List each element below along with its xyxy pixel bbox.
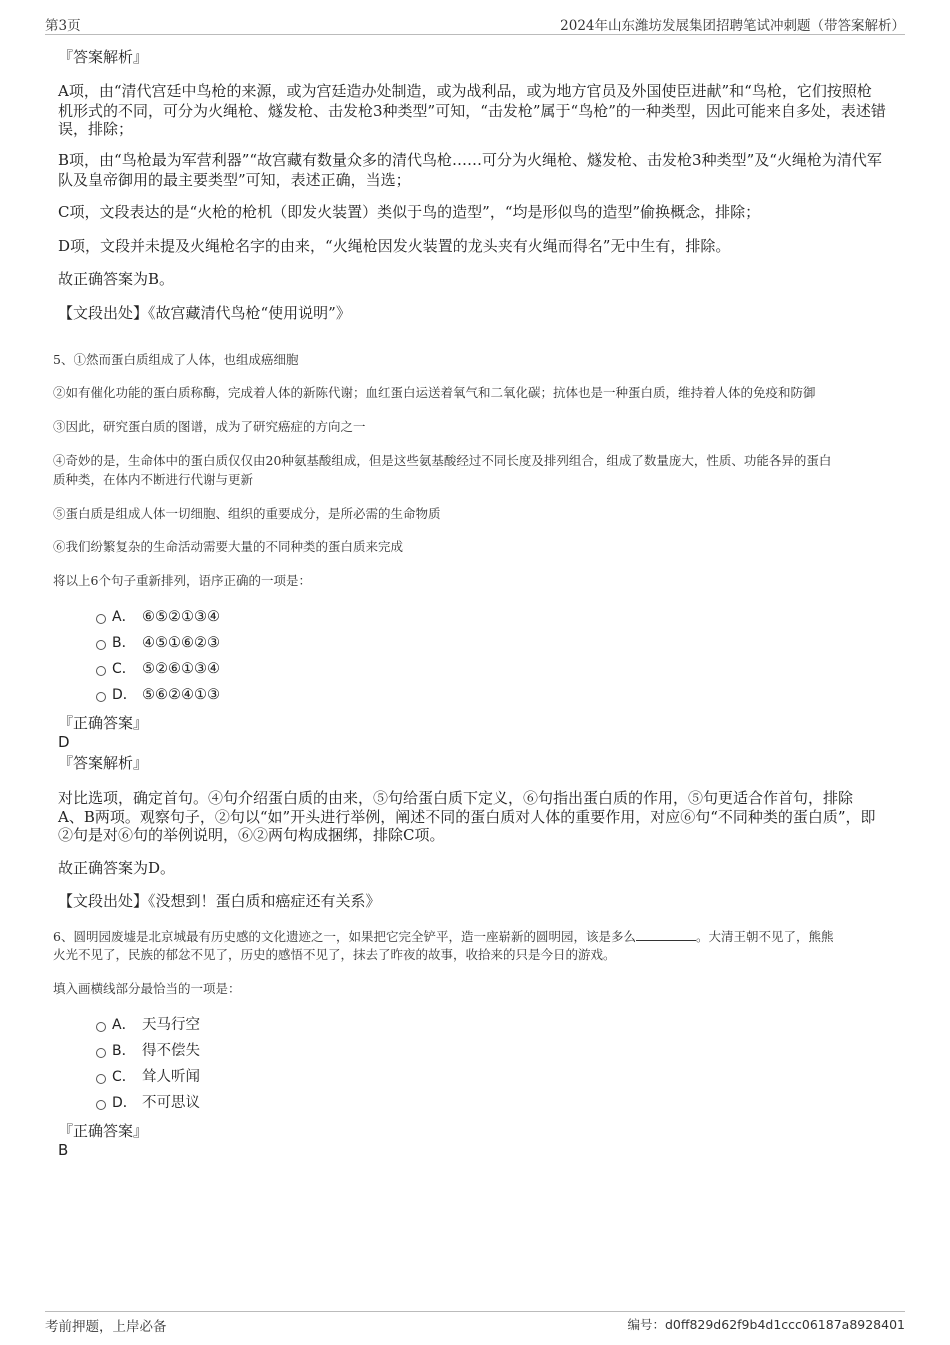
q6-option-d[interactable]: D． 不可思议 (96, 1093, 200, 1113)
q5-conclusion: 故正确答案为D。 (58, 859, 176, 877)
q5-analysis-line1: 对比选项，确定首句。④句介绍蛋白质的由来，⑤句给蛋白质下定义，⑥句指出蛋白质的作用，⑤句更适合作首句，排除 (58, 789, 854, 807)
q5-sentence-1: 5、①然而蛋白质组成了人体，也组成癌细胞 (53, 352, 299, 367)
q5-sentence-4-line1: ④奇妙的是，生命体中的蛋白质仅仅由20种氨基酸组成，但是这些氨基酸经过不同长度及排列组合，组成了数量庞大，性质、功能各异的蛋白 (53, 453, 832, 468)
q5-analysis-label: 『答案解析』 (58, 754, 149, 772)
q5-analysis-line2: A、B两项。观察句子，②句以“如”开头进行举例，阐述不同的蛋白质对人体的重要作用，对应⑥句“不同种类的蛋白质”，即 (58, 808, 876, 826)
q5-option-a[interactable]: A． ⑥⑤②①③④ (96, 607, 220, 627)
q6-option-a[interactable]: A． 天马行空 (96, 1015, 200, 1035)
q6-prompt: 填入画横线部分最恰当的一项是： (53, 981, 241, 996)
q5-answer: D (58, 733, 70, 751)
q4-analysis-b-line2: 队及皇帝御用的最主要类型”可知，表述正确，当选； (58, 171, 411, 189)
q4-analysis-a-line2: 机形式的不同，可分为火绳枪、燧发枪、击发枪3种类型”可知，“击发枪”属于“鸟枪”的一种类型，因此可能来自多处，表述错 (58, 102, 886, 120)
q5-option-b[interactable]: B． ④⑤①⑥②③ (96, 633, 220, 653)
radio-icon[interactable] (96, 1100, 106, 1110)
radio-icon[interactable] (96, 640, 106, 650)
q6-stem-line2: 火光不见了，民族的郁忿不见了，历史的感悟不见了，抹去了昨夜的故事，收拾来的只是今日的游戏。 (53, 947, 616, 962)
q4-analysis-d: D项，文段并未提及火绳枪名字的由来，“火绳枪因发火装置的龙头夹有火绳而得名”无中生有，排除。 (58, 237, 731, 255)
q6-answer-label: 『正确答案』 (58, 1122, 149, 1140)
q4-conclusion: 故正确答案为B。 (58, 270, 175, 288)
fill-blank (636, 928, 696, 941)
document-title: 2024年山东潍坊发展集团招聘笔试冲刺题（带答案解析） (560, 18, 905, 34)
q4-analysis-a-line1: A项，由“清代宫廷中鸟枪的来源，或为宫廷造办处制造，或为战利品，或为地方官员及外国使臣进献”和“鸟枪，它们按照枪 (58, 82, 872, 100)
radio-icon[interactable] (96, 666, 106, 676)
document-code: 编号：d0ff829d62f9b4d1ccc06187a8928401 (627, 1317, 905, 1332)
radio-icon[interactable] (96, 692, 106, 702)
q4-analysis-c: C项，文段表达的是“火枪的枪机（即发火装置）类似于鸟的造型”，“均是形似鸟的造型”偷换概念，排除； (58, 203, 761, 221)
q5-prompt: 将以上6个句子重新排列，语序正确的一项是： (53, 573, 311, 588)
q5-sentence-5: ⑤蛋白质是组成人体一切细胞、组织的重要成分，是所必需的生命物质 (53, 506, 441, 521)
q5-analysis-line3: ②句是对⑥句的举例说明，⑥②两句构成捆绑，排除C项。 (58, 826, 445, 844)
page-footer (45, 1311, 905, 1336)
q5-sentence-6: ⑥我们纷繁复杂的生命活动需要大量的不同种类的蛋白质来完成 (53, 539, 404, 554)
footer-slogan: 考前押题，上岸必备 (45, 1319, 167, 1335)
q5-answer-label: 『正确答案』 (58, 714, 149, 732)
page-number: 第3页 (45, 18, 81, 34)
radio-icon[interactable] (96, 614, 106, 624)
q6-option-c[interactable]: C． 耸人听闻 (96, 1067, 200, 1087)
q5-option-d[interactable]: D． ⑤⑥②④①③ (96, 685, 220, 705)
radio-icon[interactable] (96, 1074, 106, 1084)
q4-source: 【文段出处】《故宫藏清代鸟枪“使用说明”》 (58, 304, 351, 322)
page-header (45, 12, 905, 35)
q5-sentence-2: ②如有催化功能的蛋白质称酶，完成着人体的新陈代谢；血红蛋白运送着氧气和二氧化碳；抗体也是一种蛋白质，维持着人体的免疫和防御 (53, 385, 816, 400)
q5-source: 【文段出处】《没想到！蛋白质和癌症还有关系》 (58, 892, 381, 910)
q5-sentence-4-line2: 质种类，在体内不断进行代谢与更新 (53, 472, 254, 487)
q5-sentence-3: ③因此，研究蛋白质的图谱，成为了研究癌症的方向之一 (53, 419, 366, 434)
q4-analysis-b-line1: B项，由“鸟枪最为军营利器”“故宫藏有数量众多的清代鸟枪……可分为火绳枪、燧发枪、击发枪3种类型”及“火绳枪为清代军 (58, 151, 882, 169)
q5-option-c[interactable]: C． ⑤②⑥①③④ (96, 659, 220, 679)
radio-icon[interactable] (96, 1048, 106, 1058)
q6-answer: B (58, 1141, 69, 1159)
q4-analysis-label: 『答案解析』 (58, 48, 149, 66)
q6-stem-line1: 6、圆明园废墟是北京城最有历史感的文化遗迹之一，如果把它完全铲平，造一座崭新的圆明园，该是多么 。大清王朝不见了，熊熊 (53, 929, 834, 944)
q4-analysis-a-line3: 误，排除； (58, 120, 134, 138)
q6-option-b[interactable]: B． 得不偿失 (96, 1041, 200, 1061)
radio-icon[interactable] (96, 1022, 106, 1032)
